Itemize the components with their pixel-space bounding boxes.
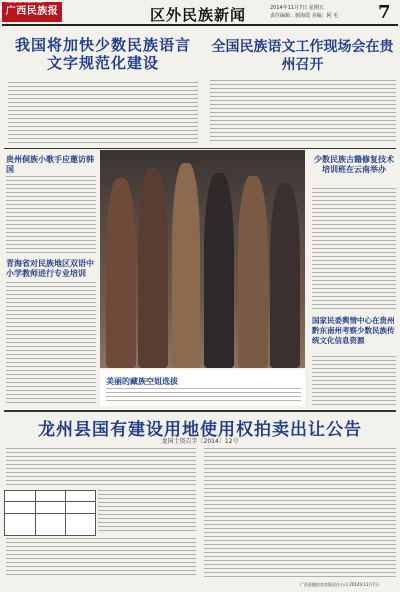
divider	[4, 148, 396, 149]
issue-date: 2014年11月7日 星期五	[270, 5, 324, 11]
page-number: 7	[378, 2, 391, 23]
divider-notice	[4, 410, 396, 412]
headline-qinghai-training: 青海省对民族地区双语中小学教师进行专业培训	[6, 258, 94, 278]
notice-body-left-lower	[6, 538, 196, 578]
masthead-logo	[2, 2, 62, 22]
notice-body-left	[6, 448, 196, 486]
photo-flight-attendants	[100, 150, 305, 368]
article-body-4	[6, 282, 96, 406]
article-body-1	[8, 82, 198, 146]
headline-language-standardization: 我国将加快少数民族语言文字规范化建设	[14, 36, 191, 72]
notice-title: 龙州县国有建设用地使用权拍卖出让公告	[38, 420, 362, 440]
photo-caption-title: 美丽的藏族空姐选拔	[106, 376, 178, 386]
notice-subtitle: 龙国土资告字〔2014〕12号	[161, 438, 239, 445]
editor-credit: 责任编辑：谢海霞 美编：阿 毛	[270, 13, 339, 19]
article-body-5	[312, 188, 396, 310]
masthead-title: 广西民族报	[5, 6, 59, 17]
masthead-subtitle: GUANGXI MINZU BAO	[6, 0, 44, 4]
notice-table	[4, 490, 96, 536]
headline-guizhou-conference: 全国民族语文工作现场会在贵州召开	[211, 39, 394, 73]
article-body-2	[210, 80, 396, 144]
headline-dong-singer: 贵州侗族小歌手应邀访韩国	[6, 154, 94, 174]
article-body-6	[312, 356, 396, 406]
notice-footer: 广西金楹拍卖有限责任公司 2014年11月7日	[300, 582, 380, 587]
notice-body-mid	[98, 490, 196, 534]
article-body-3	[6, 176, 96, 254]
headline-qiandongnan-survey: 国家民委舆情中心在贵州黔东南州考察少数民族传统文化信息资源	[312, 316, 395, 345]
headline-yunnan-training: 少数民族古籍修复技术培训班在云南举办	[314, 154, 394, 174]
notice-body-right	[204, 448, 396, 578]
photo-caption-text	[106, 388, 301, 404]
section-title: 区外民族新闻	[150, 6, 247, 24]
header-rule	[2, 24, 398, 26]
